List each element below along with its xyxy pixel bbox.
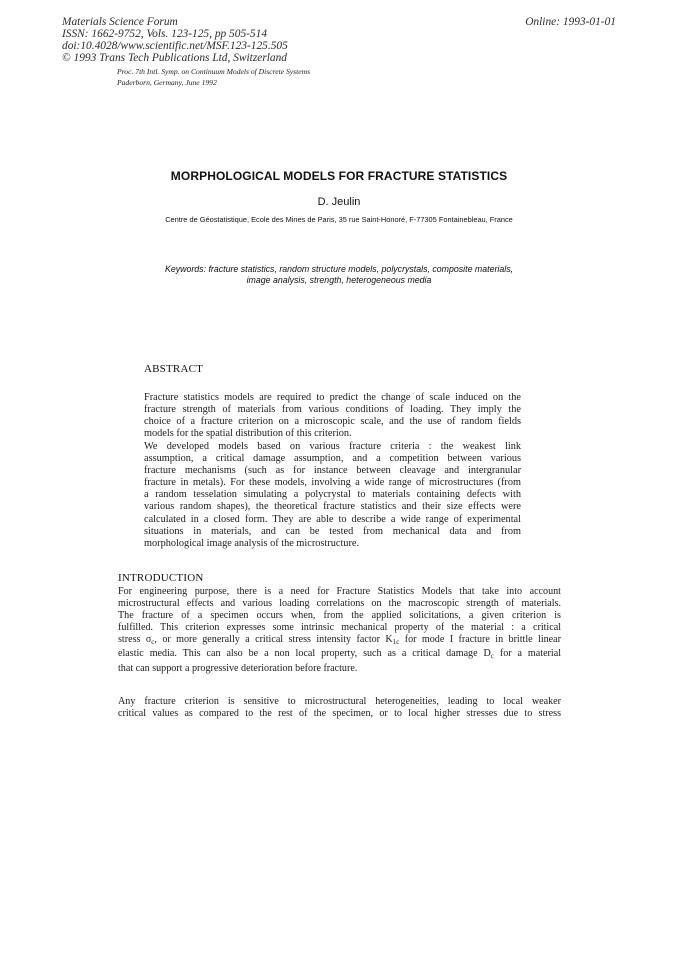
text-line: morphological image analysis of the microstructure. <box>144 537 360 549</box>
text-line: critical values as compared to the rest of the specimen, or to local higher stresses due to stress <box>118 708 561 720</box>
text-line: Any fracture criterion is sensitive to microstructural heterogeneities, leading to local weaker <box>118 696 561 707</box>
text-line: fulfilled. This criterion expresses some intrinsic mechanical property of the material : a critical <box>118 622 561 634</box>
author-name: D. Jeulin <box>317 196 361 208</box>
introduction-paragraph-2 <box>118 696 561 720</box>
introduction-paragraph-1 <box>118 586 561 675</box>
text-line: For engineering purpose, there is a need for Fracture Statistics Models that take into account <box>118 586 561 597</box>
text-line: situations in materials, and can be tested from mechanical data and from <box>144 525 521 537</box>
proceedings-line-2: Paderborn, Germany, June 1992 <box>117 78 217 87</box>
text-line: We developed models based on various fracture criteria : the weakest link <box>144 441 521 452</box>
text-line: elastic media. This can also be a non local property, such as a critical damage $D_c$ for a material <box>118 648 561 661</box>
author-affiliation: Centre de Géostatistique, Ecole des Mines de Paris, 35 rue Saint-Honoré, F-77305 Fontainebleau, France <box>165 215 513 224</box>
abstract-paragraph-2 <box>144 441 521 550</box>
introduction-heading: INTRODUCTION <box>118 572 204 584</box>
text-line: microstructural effects and various loading correlations on the macroscopic strength of materials. <box>118 598 561 610</box>
paper-title: MORPHOLOGICAL MODELS FOR FRACTURE STATISTICS <box>170 169 508 183</box>
copyright-line: © 1993 Trans Tech Publications Ltd, Switzerland <box>62 52 287 64</box>
online-date: Online: 1993-01-01 <box>525 16 616 28</box>
text-line: The fracture of a specimen occurs when, from the applied solicitations, a given criterion is <box>118 610 561 622</box>
text-line: stress $\sigma_c$, or more generally a critical stress intensity factor $K_{1c}$ for mode I fracture in brittle linear <box>118 634 562 647</box>
doi-line[interactable]: doi:10.4028/www.scientific.net/MSF.123-125.505 <box>62 40 288 52</box>
text-line: Fracture statistics models are required to predict the change of scale induced on the <box>144 392 521 403</box>
text-line: calculated in a closed form. They are able to describe a wide range of experimental <box>144 513 521 525</box>
text-line: that can support a progressive deterioration before fracture. <box>118 662 358 674</box>
issn-line: ISSN: 1662-9752, Vols. 123-125, pp 505-514 <box>62 28 268 40</box>
text-line: fracture in metals). For these models, involving a wide range of microstructures (from <box>144 477 521 489</box>
text-line: a random tesselation simulating a polycrystal to materials containing defects with <box>144 489 521 501</box>
keywords-line-1: Keywords: fracture statistics, random structure models, polycrystals, composite materials, <box>164 264 514 274</box>
text-line: fracture mechanisms (such as for instance between cleavage and intergranular <box>144 465 521 477</box>
text-line: models for the spatial distribution of this criterion. <box>144 428 352 440</box>
proceedings-line-1: Proc. 7th Intl. Symp. on Continuum Models of Discrete Systems <box>117 67 311 76</box>
abstract-heading: ABSTRACT <box>144 363 204 375</box>
text-line: fracture strength of materials from various conditions of loading. They imply the <box>144 404 521 416</box>
abstract-paragraph-1 <box>144 392 521 440</box>
text-line: various random shapes), the theoretical fracture statistics and their size effects were <box>144 501 521 513</box>
keywords-line-2: image analysis, strength, heterogeneous media <box>246 275 432 285</box>
text-line: assumption, a critical damage assumption, and a competition between various <box>144 453 521 465</box>
text-line: choice of a fracture criterion on a microscopic scale, and the use of random fields <box>144 416 521 428</box>
journal-name: Materials Science Forum <box>62 16 178 28</box>
